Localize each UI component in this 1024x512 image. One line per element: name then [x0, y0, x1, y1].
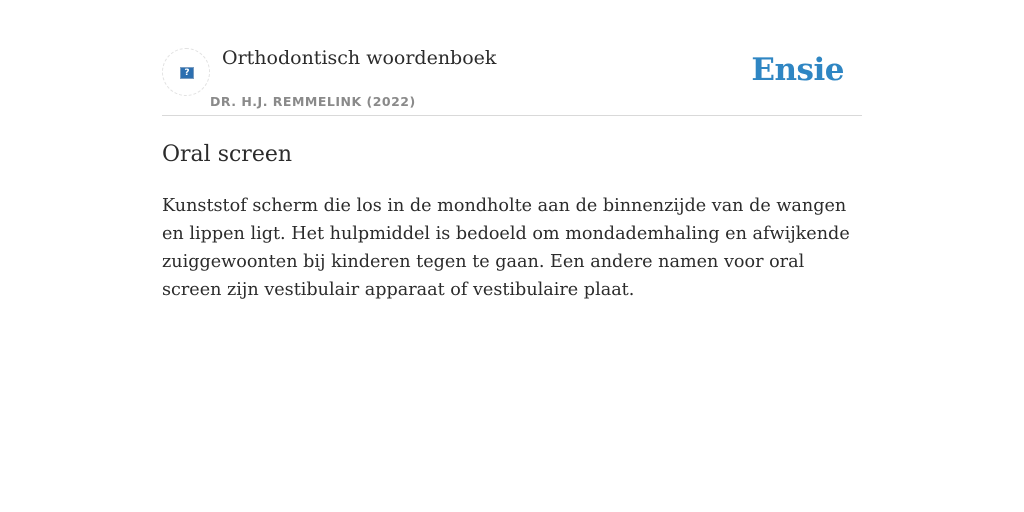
source-thumbnail[interactable] [162, 48, 210, 96]
book-cover-icon: ? [180, 67, 194, 79]
ensie-logo-link[interactable]: Ensie [751, 52, 844, 88]
source-header [162, 46, 862, 116]
entry-definition: Kunststof scherm die los in de mondholte aan de binnenzijde van de wangen en lippen ligt. Het hulpmiddel is bedoeld om mondademhaling en afwijkende zuiggewoonten bij kinderen tegen te gaan. Een andere namen voor oral screen zijn vestibulair apparaat of vestibulaire plaat. [162, 196, 850, 300]
entry-title: Oral screen [162, 142, 293, 167]
source-author: DR. H.J. REMMELINK (2022) [210, 94, 416, 109]
source-title-link[interactable]: Orthodontisch woordenboek [222, 47, 497, 69]
